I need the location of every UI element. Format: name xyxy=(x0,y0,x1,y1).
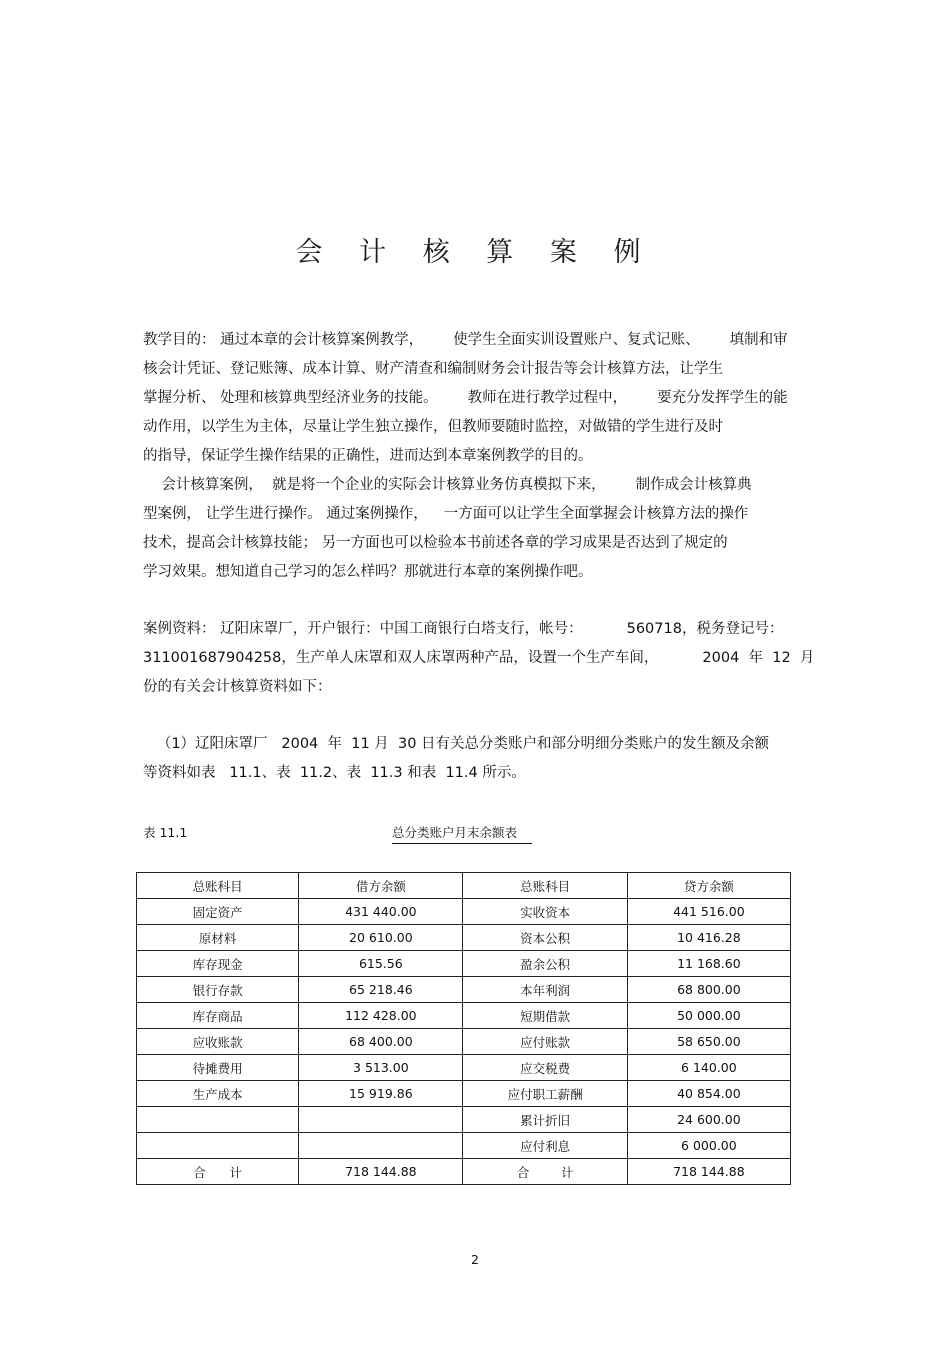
table-cell: 58 650.00 xyxy=(627,1029,790,1055)
table-cell: 本年利润 xyxy=(463,977,627,1003)
paragraph-line: 311001687904258，生产单人床罩和双人床罩两种产品，设置一个生产车间， 2004 年 12 月 xyxy=(143,650,815,666)
table-cell xyxy=(137,1133,299,1159)
table-cell: 合 计 xyxy=(137,1159,299,1185)
table-cell: 50 000.00 xyxy=(627,1003,790,1029)
table-row xyxy=(137,977,791,1003)
table-cell: 112 428.00 xyxy=(299,1003,463,1029)
table-cell: 原材料 xyxy=(137,925,299,951)
table-cell: 固定资产 xyxy=(137,899,299,925)
table-header-row xyxy=(137,873,791,899)
table-cell: 20 610.00 xyxy=(299,925,463,951)
table-cell: 合 计 xyxy=(463,1159,627,1185)
table-cell: 累计折旧 xyxy=(463,1107,627,1133)
table-row xyxy=(137,1107,791,1133)
table-label: 表 11.1 xyxy=(143,825,188,840)
table-title: 总分类账户月末余额表 xyxy=(392,823,532,844)
header-cell: 贷方余额 xyxy=(627,873,790,899)
paragraph-line: 学习效果。想知道自己学习的怎么样吗？那就进行本章的案例操作吧。 xyxy=(143,564,593,580)
table-cell: 应交税费 xyxy=(463,1055,627,1081)
table-cell: 68 400.00 xyxy=(299,1029,463,1055)
table-cell: 10 416.28 xyxy=(627,925,790,951)
table-row xyxy=(137,1081,791,1107)
table-cell: 应付职工薪酬 xyxy=(463,1081,627,1107)
table-cell: 24 600.00 xyxy=(627,1107,790,1133)
table-cell: 3 513.00 xyxy=(299,1055,463,1081)
paragraph-line: 掌握分析、 处理和核算典型经济业务的技能。 教师在进行教学过程中， 要充分发挥学生的能 xyxy=(143,390,788,406)
table-cell: 盈余公积 xyxy=(463,951,627,977)
table-cell: 6 000.00 xyxy=(627,1133,790,1159)
paragraph-line: 案例资料： 辽阳床罩厂，开户银行：中国工商银行白塔支行，帐号： 560718，税务登记号： xyxy=(143,621,784,637)
table-row xyxy=(137,1133,791,1159)
teaching-purpose-paragraph xyxy=(143,326,813,471)
paragraph-line: 的指导，保证学生操作结果的正确性，进而达到本章案例教学的目的。 xyxy=(143,448,593,464)
table-cell: 15 919.86 xyxy=(299,1081,463,1107)
table-cell xyxy=(137,1107,299,1133)
table-cell: 应付账款 xyxy=(463,1029,627,1055)
header-cell: 总账科目 xyxy=(137,873,299,899)
page-number: 2 xyxy=(471,1252,479,1267)
table-cell xyxy=(299,1107,463,1133)
table-row xyxy=(137,951,791,977)
table-row xyxy=(137,1159,791,1185)
header-cell: 借方余额 xyxy=(299,873,463,899)
paragraph-line: 动作用，以学生为主体，尽量让学生独立操作，但教师要随时监控，对做错的学生进行及时 xyxy=(143,419,723,435)
table-cell: 银行存款 xyxy=(137,977,299,1003)
paragraph-line: 技术，提高会计核算技能； 另一方面也可以检验本书前述各章的学习成果是否达到了规定的 xyxy=(143,535,728,551)
table-row xyxy=(137,925,791,951)
table-row xyxy=(137,899,791,925)
table-cell: 短期借款 xyxy=(463,1003,627,1029)
table-cell: 6 140.00 xyxy=(627,1055,790,1081)
table-cell: 40 854.00 xyxy=(627,1081,790,1107)
ledger-balance-table xyxy=(136,872,791,1185)
paragraph-line: （1）辽阳床罩厂 2004 年 11 月 30 日有关总分类账户和部分明细分类账户的发生额及余额 xyxy=(143,736,770,752)
case-material-paragraph xyxy=(143,615,813,702)
table-cell: 431 440.00 xyxy=(299,899,463,925)
header-cell: 总账科目 xyxy=(463,873,627,899)
table-cell: 11 168.60 xyxy=(627,951,790,977)
paragraph-line: 份的有关会计核算资料如下： xyxy=(143,679,332,695)
table-cell xyxy=(299,1133,463,1159)
table-cell: 615.56 xyxy=(299,951,463,977)
case-intro-paragraph xyxy=(143,471,813,587)
table-cell: 441 516.00 xyxy=(627,899,790,925)
paragraph-line: 核会计凭证、登记账簿、成本计算、财产清查和编制财务会计报告等会计核算方法，让学生 xyxy=(143,361,723,377)
table-cell: 资本公积 xyxy=(463,925,627,951)
table-cell: 实收资本 xyxy=(463,899,627,925)
page-title: 会 计 核 算 案 例 xyxy=(295,237,655,268)
table-row xyxy=(137,1055,791,1081)
table-cell: 65 218.46 xyxy=(299,977,463,1003)
table-cell: 库存商品 xyxy=(137,1003,299,1029)
table-cell: 生产成本 xyxy=(137,1081,299,1107)
table-cell: 68 800.00 xyxy=(627,977,790,1003)
item-1-paragraph xyxy=(143,730,813,788)
paragraph-line: 教学目的： 通过本章的会计核算案例教学， 使学生全面实训设置账户、复式记账、 填制和审 xyxy=(143,332,788,348)
table-row xyxy=(137,1029,791,1055)
table-cell: 待摊费用 xyxy=(137,1055,299,1081)
table-row xyxy=(137,1003,791,1029)
table-cell: 718 144.88 xyxy=(627,1159,790,1185)
table-cell: 应收账款 xyxy=(137,1029,299,1055)
paragraph-line: 型案例， 让学生进行操作。 通过案例操作， 一方面可以让学生全面掌握会计核算方法的操作 xyxy=(143,506,749,522)
paragraph-line: 等资料如表 11.1、表 11.2、表 11.3 和表 11.4 所示。 xyxy=(143,765,526,781)
table-cell: 应付利息 xyxy=(463,1133,627,1159)
paragraph-line: 会计核算案例， 就是将一个企业的实际会计核算业务仿真模拟下来， 制作成会计核算典 xyxy=(143,477,752,493)
table-cell: 718 144.88 xyxy=(299,1159,463,1185)
table-cell: 库存现金 xyxy=(137,951,299,977)
